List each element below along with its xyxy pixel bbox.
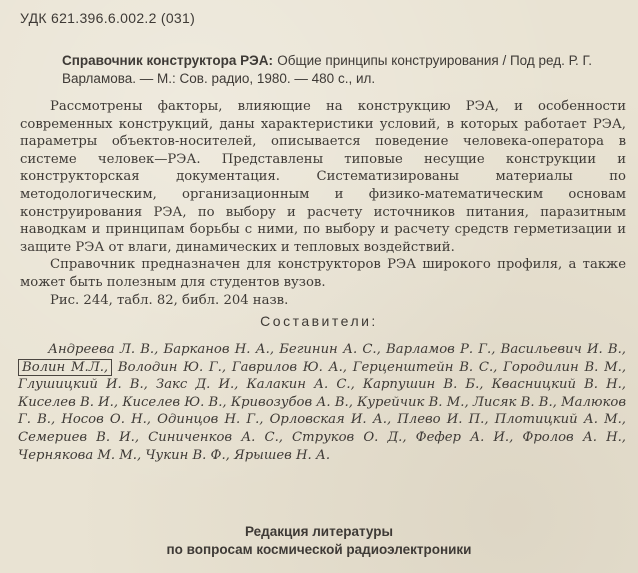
- editorial-office-line-1: Редакция литературы: [244, 524, 394, 539]
- bibliographic-entry: [62, 52, 624, 88]
- annotation: [20, 98, 626, 309]
- annotation-paragraph-1: Рассмотрены факторы, влияющие на конструкцию РЭА, и особенности современных конструкций, даны характеристики условий, в которых работает РЭА, параметры объектов-носителей, описывается поведение человека-оператора в системе человек—РЭА. Представлены типовые несущие конструкции и конструкторская документация. Систематизированы материалы по методологическим, организационным и физико-математическим основам конструирования РЭА, по выбору и расчету источников питания, паразитным наводкам и принципам борьбы с ними, по выбору и расчету средств герметизации и защите РЭА от влаги, динамических и тепловых воздействий.: [20, 99, 626, 255]
- editorial-office: [0, 523, 638, 559]
- book-title: Справочник конструктора РЭА:: [62, 53, 273, 68]
- compilers-names-before: Андреева Л. В., Барканов Н. А., Бегинин А. С., Варламов Р. Г., Васильевич И. В.,: [48, 342, 626, 357]
- compilers-names-after: Володин Ю. Г., Гаврилов Ю. А., Герценштейн В. С., Городилин В. М., Глушицкий И. В., Закс Д. И., Калакин А. С., Карпушин В. Б., Квасницкий В. Н., Киселев В. И., Киселев Ю. В., Кривозубов А. В., Курейчик В. М., Лисяк В. В., Малюков Г. В., Носов О. Н., Одинцов Н. Г., Орловская И. А., Плево И. П., Плотицкий А. М., Семериев В. И., Синиченков А. С., Струков О. Д., Фефер А. И., Фролов А. Н., Чернякова М. М., Чукин В. Ф., Ярышев Н. А.: [18, 359, 627, 463]
- annotation-paragraph-2: Справочник предназначен для конструкторов РЭА широкого профиля, а также может быть полезным для студентов вузов.: [20, 257, 626, 290]
- annotation-stats: Рис. 244, табл. 82, библ. 204 назв.: [50, 292, 289, 308]
- editorial-office-line-2: по вопросам космической радиоэлектроники: [166, 542, 472, 557]
- compilers-paragraph: [18, 341, 626, 464]
- compilers-heading: Составители:: [260, 313, 378, 329]
- boxed-compiler-name: Волин М.Л.,: [18, 359, 112, 376]
- book-imprint: Общие принципы конструирования / Под ред. Р. Г. Варламова. — М.: Сов. радио, 1980. — 480 с., ил.: [62, 53, 592, 86]
- udc-code: УДК 621.396.6.002.2 (031): [20, 10, 196, 26]
- compilers-list: [18, 341, 626, 464]
